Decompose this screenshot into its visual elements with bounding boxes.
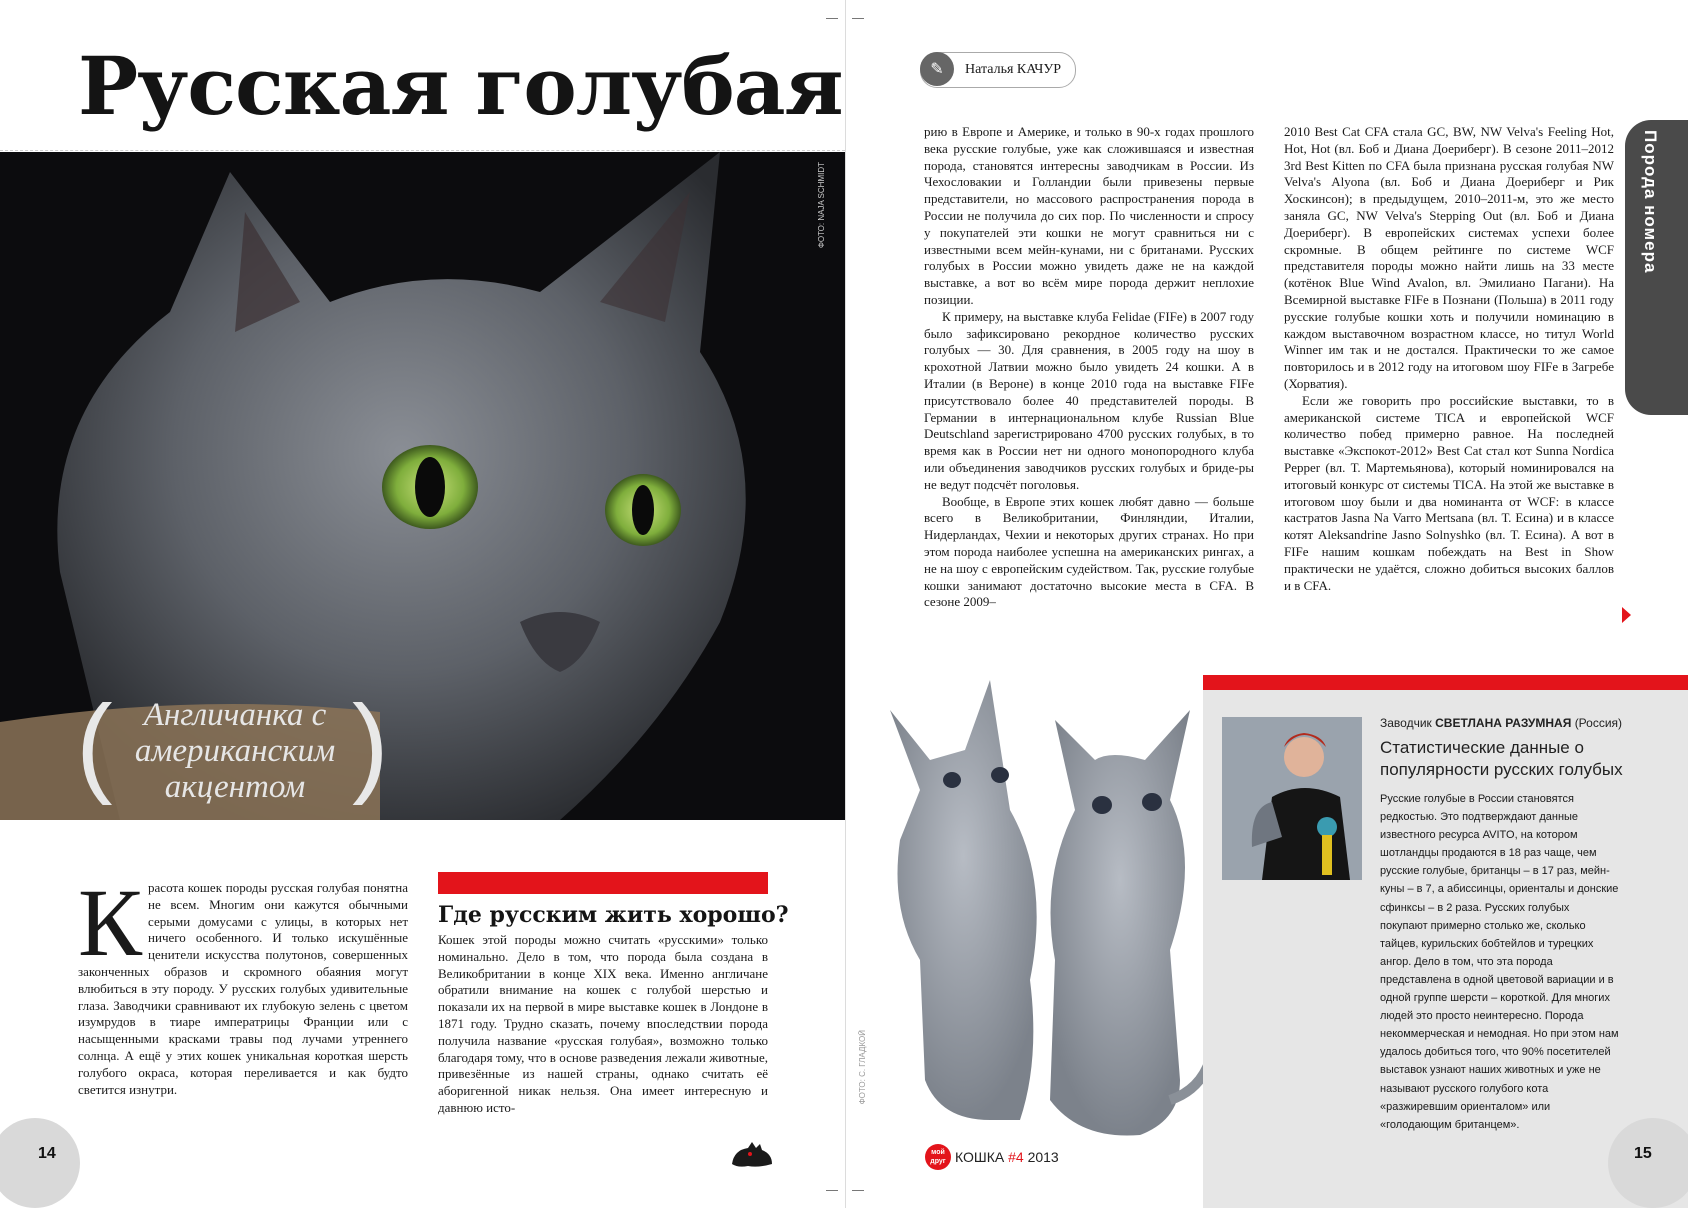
magazine-year: 2013 [1027, 1149, 1059, 1165]
intro-text: расота кошек породы русская голубая понятна не всем. Многим они кажутся обычными серыми домусами с улицы, в которых нет ничего особенного. И только искушённые ценители искусства полутонов, совершенных законченных образов и скромного обаяния могут влюбиться в эту породу. У русских голубых удивительные глаза. Заводчики сравнивают их глубокую зелень с цветом изумрудов в тиаре императрицы Франции или с насыщенными красками травы под лучами утреннего солнца. А ещё у этих кошек уникальная короткая шерсть голубого окраса, которая переливается и как будто светится изнутри. [78, 880, 408, 1097]
magazine-name [955, 1149, 1059, 1165]
side-tab-label: Порода номера [1641, 130, 1660, 274]
magazine-logo: мой друг [925, 1144, 951, 1170]
subtitle-line-1: Англичанка с [143, 697, 327, 733]
pen-icon: ✎ [920, 52, 954, 86]
page-corner-left [0, 1118, 80, 1208]
subtitle [100, 697, 370, 805]
column1-paragraph-3: Вообще, в Европе этих кошек любят давно — больше всего в Великобритании, Финляндии, Италии, Нидерландах, Чехии и некоторых других странах. Но при этом порода наиболее успешна на американских рингах, а не на шоу с европейским судейством. Так, русские голубые кошки занимают достаточно высокие места в CFA. В сезоне 2009– [924, 493, 1254, 610]
breeder-line [1380, 716, 1622, 730]
spread-gutter [845, 0, 846, 1208]
breeder-name: СВЕТЛАНА РАЗУМНАЯ [1435, 716, 1572, 730]
article-column-1 [924, 124, 1254, 611]
open-bracket: ( [76, 683, 113, 806]
magazine-title: КОШКА [955, 1149, 1005, 1165]
breeder-prefix: Заводчик [1380, 716, 1432, 730]
article-title: Русская голубая [78, 39, 843, 133]
magazine-issue: #4 [1008, 1149, 1024, 1165]
section-red-bar [438, 872, 768, 894]
breeder-photo [1222, 717, 1362, 880]
photo-credit: ФОТО: NAJA SCHMIDT [817, 162, 826, 249]
panel-text: Русские голубые в России становятся редкостью. Это подтверждают данные известного ресурса AVITO, на котором шотландцы продаются в 18 раз чаще, чем русские голубые, британцы – в 17 раз, мейн-куны – в 7, а абиссинцы, ориенталы и донские сфинксы – в 2 раза. Русских голубых покупают примерно столько же, сколько тайцев, курильских бобтейлов и турецких ангор. Дело в том, что эта порода представлена в одной цветовой вариации и в одной группе шерсти – короткой. Для многих людей это просто неинтересно. Порода некоммерческая и немодная. Но при этом нам удалось добиться того, что 90% посетителей выставок узнают наших животных и уже не называют русского голубого кота «разжиревшим ориенталом» или «голодающим британцем». [1380, 793, 1619, 1131]
page-corner-right [1608, 1118, 1688, 1208]
column1-paragraph-2: К примеру, на выставке клуба Felidae (FIFe) в 2007 году было зафиксировано рекордное количество русских голубых — 30. Для сравнения, в 2005 году на шоу в крохотной Латвии можно было увидеть 24 кошки. А в Италии (в Вероне) в конце 2010 года на выставке FIFe присутствовало более 40 представителей породы. В Германии в интернациональном клубе Russian Blue Deutschland зарегистрировано 4700 русских голубых, в то время как в России нет ни одного монопородного клуба или объединения заводчиков русских голубых и бриде-ры не ведут подсчёт поголовья. [924, 308, 1254, 492]
crop-mark [826, 18, 838, 19]
section-paragraph: Кошек этой породы можно считать «русскими» только номинально. Дело в том, что порода была создана в Великобритании в конце XIX века. Именно англичане обратили внимание на кошек с голубой шерстью и показали их на первой в мире выставке кошек в Лондоне в 1871 году. Трудно сказать, почему впоследствии порода получила название «русская голубая», возможно только благодаря тому, что в основе разведения лежали животные, привезённые из нашей страны, однако считать её аборигенной никак нельзя. Она имеет интересную и давнюю исто- [438, 932, 768, 1115]
page-number-left: 14 [38, 1145, 56, 1162]
crop-mark [852, 18, 864, 19]
subtitle-line-2: американским [134, 733, 336, 769]
subtitle-line-3: акцентом [164, 769, 306, 805]
column1-paragraph-1: рию в Европе и Америке, и только в 90-х годах прошлого века русские голубые, уже как сложившаяся и известная порода, становятся интересны заводчикам в России. Из Чехословакии и Голландии были привезены первые представители, но массового распространения порода в России не получила до сих пор. По численности и спросу у покупателей эти кошки не могут сравниться ни с известными всем мейн-кунами, ни с британами. Русских голубых в России можно увидеть даже не на каждой выставке, а вот во всём мире порода держит неплохие позиции. [924, 124, 1254, 307]
breeder-illustration [1222, 717, 1362, 880]
red-arrow-icon [1622, 607, 1631, 623]
column2-paragraph-1: 2010 Best Cat CFA стала GC, BW, NW Velva's Feeling Hot, Hot, Hot (вл. Боб и Диана Доериберг). В сезоне 2011–2012 3rd Best Kitten по CFA была признана русская голубая NW Velva's Alyona (вл. Боб и Диана Доериберг и Рик Хоскинсон); в предыдущем, 2010–2011-м, это же место заняла GC, NW Velva's Stepping Out (вл. Боб и Диана Доериберг). В европейских системах успехи более скромные. В общем рейтинге по системе WCF представителя породы можно найти лишь на 33 месте (котёнок Blue Wind Avalon, вл. Эмилиано Пагани). На Всемирной выставке FIFe в Познани (Польша) в 2011 году русские голубые кошки хоть и получили номинацию в каждом выставочном возрастном классе, но титул World Winner им так и не достался. Практически то же самое повторилось и в 2012 году на итоговом шоу FIFe в Загребе (Хорватия). [1284, 124, 1614, 391]
panel-heading: Статистические данные о популярности русских голубых [1380, 738, 1623, 779]
article-column-2 [1284, 124, 1614, 594]
breeder-country: (Россия) [1574, 716, 1623, 730]
panel-red-bar [1203, 675, 1688, 691]
crop-mark [826, 1190, 838, 1191]
cat-silhouette-icon [728, 1140, 776, 1170]
kittens-photo-credit: ФОТО: С. ГЛАДКОЙ [858, 1030, 867, 1105]
column2-paragraph-2: Если же говорить про российские выставки, то в американской системе TICA и европейской WCF количество побед примерно равное. На последней выставке «Экспокот-2012» Best Cat стал кот Sunna Nordica Pepper (вл. Т. Мартемьянова), который номинировался на итоговый конкурс от системы TICA. На этой же выставке в итоговом шоу были и два номинанта от WCF: в классе кастратов Jasna Na Varro Mertsana (вл. Т. Есина) и в классе котят Aleksandrine Jasno Solnyshko (вл. Т. Есина). А вот в FIFe нашим кошкам побеждать на Best in Show практически не удаётся, сложно добиться высоких баллов и в CFA. [1284, 392, 1614, 593]
section-title: Где русским жить хорошо? [438, 902, 789, 928]
author-name: Наталья КАЧУР [965, 62, 1062, 77]
dropcap: К [78, 869, 143, 976]
page-number-right: 15 [1634, 1145, 1652, 1162]
crop-mark [852, 1190, 864, 1191]
intro-paragraph [78, 869, 408, 1098]
close-bracket: ) [352, 683, 389, 806]
kittens-photo [880, 680, 1210, 1140]
